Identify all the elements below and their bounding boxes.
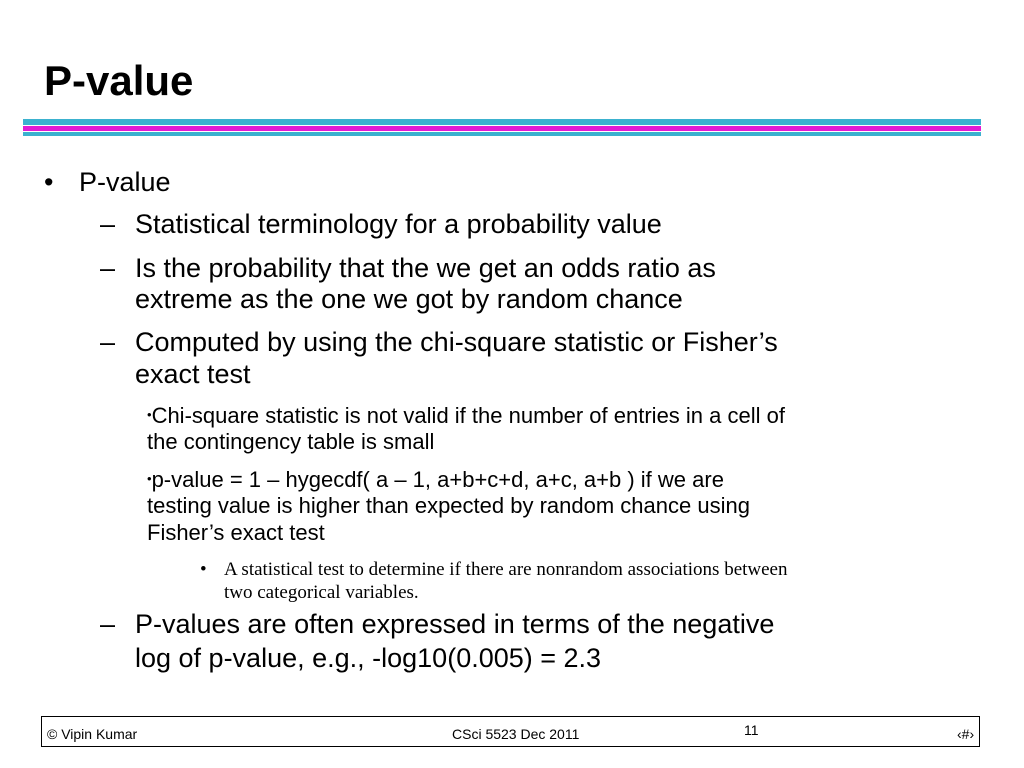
- level2-item-2-line-2: extreme as the one we got by random chance: [135, 284, 683, 314]
- dash-3: –: [100, 327, 116, 357]
- level3-item-1-line-2: the contingency table is small: [147, 429, 435, 454]
- level2-item-3-line-2: exact test: [135, 359, 251, 389]
- level4-line-2: two categorical variables.: [224, 582, 419, 603]
- level3-item-2-line-1: [147, 465, 724, 493]
- level3-item-1-bullet: •: [147, 407, 152, 422]
- footer-author: © Vipin Kumar: [47, 726, 138, 742]
- footer-page-number: 11: [744, 722, 759, 738]
- level2-item-2-line-1: Is the probability that the we get an odds ratio as: [135, 253, 716, 283]
- level2-item-1-line-1: Statistical terminology for a probability value: [135, 209, 662, 239]
- footer-page-marker: ‹#›: [957, 726, 975, 742]
- slide-title: P-value: [44, 57, 194, 104]
- level2-item-3-line-1: Computed by using the chi-square statistic or Fisher’s: [135, 327, 778, 357]
- level3-item-1-line-1: [147, 401, 785, 429]
- level1-bullet: •: [44, 167, 54, 197]
- level3-item-2-line-2: testing value is higher than expected by random chance using: [147, 493, 750, 518]
- dash-4: –: [100, 609, 116, 639]
- level2-item-4-line-2: log of p-value, e.g., -log10(0.005) = 2.3: [135, 643, 602, 673]
- level3-item-2-bullet: •: [147, 471, 152, 486]
- level4-line-1: A statistical test to determine if there are nonrandom associations between: [224, 559, 788, 580]
- title-rule-top: [23, 119, 981, 125]
- level2-item-4-line-1: P-values are often expressed in terms of the negative: [135, 609, 775, 639]
- level4-bullet: •: [200, 559, 207, 580]
- level3-item-1-text: Chi-square statistic is not valid if the number of entries in a cell of: [151, 403, 785, 428]
- footer-course: CSci 5523 Dec 2011: [452, 726, 580, 742]
- dash-2: –: [100, 253, 116, 283]
- level1-text: P-value: [79, 167, 171, 197]
- dash-1: –: [100, 209, 116, 239]
- title-rule-middle: [23, 126, 981, 131]
- level3-item-2-text: p-value = 1 – hygecdf( a – 1, a+b+c+d, a+c, a+b ) if we are: [151, 467, 724, 492]
- level3-item-2-line-3: Fisher’s exact test: [147, 520, 325, 545]
- title-rule-bottom: [23, 132, 981, 136]
